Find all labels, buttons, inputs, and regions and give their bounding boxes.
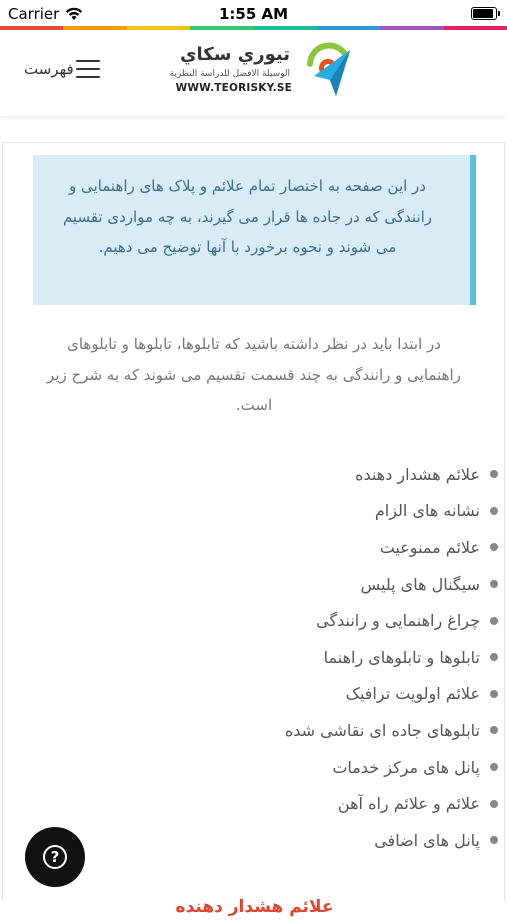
bullet-icon	[490, 580, 498, 588]
bullet-icon	[490, 726, 498, 734]
logo-tagline: الوسيلة الافضل للدراسة النظرية	[169, 69, 290, 79]
battery-icon	[471, 7, 497, 20]
info-callout	[33, 155, 476, 305]
help-button[interactable]	[25, 827, 85, 887]
list-item-label: پانل های اضافی	[374, 830, 480, 850]
list-item-label: نشانه های الزام	[374, 501, 480, 521]
list-item-label: تابلوها و تابلوهای راهنما	[323, 647, 480, 667]
list-item-label: پانل های مرکز خدمات	[332, 757, 480, 777]
logo-title: تيوري سكاي	[180, 44, 290, 65]
list-item	[1, 602, 504, 639]
road-pin-logo-icon	[306, 46, 352, 98]
list-item-label: علائم و علائم راه آهن	[337, 794, 480, 814]
intro-text: در این صفحه به اختصار تمام علائم و پلاک های راهنمایی و رانندگی که در جاده ها قرار می گیرند، به چه مواردی تقسیم می شوند و نحوه برخورد با آنها توضیح می دهیم.	[62, 177, 433, 256]
hamburger-icon	[76, 60, 100, 78]
bullet-icon	[490, 507, 498, 515]
list-item	[1, 749, 504, 786]
intro-paragraph: در ابتدا باید در نظر داشته باشید که تابلوها، تابلوها و تابلوهای راهنمایی و رانندگی به چند قسمت تقسیم می شوند که به شرح زیر است.	[47, 335, 461, 414]
list-item-label: علائم ممنوعیت	[379, 537, 480, 557]
list-item	[1, 529, 504, 566]
bullet-icon	[490, 800, 498, 808]
article-content	[2, 142, 505, 917]
question-icon: ?	[43, 845, 67, 869]
logo-url: WWW.TEORISKY.SE	[175, 82, 292, 94]
menu-button[interactable]	[24, 60, 100, 78]
list-item	[1, 676, 504, 713]
battery-level	[473, 9, 493, 18]
bullet-icon	[490, 653, 498, 661]
bullet-icon	[490, 470, 498, 478]
list-item	[1, 493, 504, 530]
list-item	[1, 712, 504, 749]
list-item-label: علائم هشدار دهنده	[355, 464, 480, 484]
list-item-label: سیگنال های پلیس	[360, 574, 480, 594]
bullet-icon	[490, 690, 498, 698]
list-item	[1, 785, 504, 822]
status-bar	[0, 0, 507, 28]
section-heading: علائم هشدار دهنده	[175, 897, 334, 917]
list-item-label: علائم اولویت ترافیک	[345, 684, 480, 704]
site-logo[interactable]	[160, 44, 352, 104]
bullet-icon	[490, 836, 498, 844]
carrier-label: Carrier	[8, 5, 60, 23]
bullet-icon	[490, 543, 498, 551]
list-item-label: تابلوهای جاده ای نقاشی شده	[284, 720, 480, 740]
bullet-icon	[490, 617, 498, 625]
list-item	[1, 456, 504, 493]
status-time: 1:55 AM	[218, 5, 289, 23]
menu-label: فهرست	[24, 60, 74, 78]
list-item	[1, 566, 504, 603]
app-header	[0, 30, 507, 116]
bullet-icon	[490, 763, 498, 771]
sign-category-list	[1, 456, 504, 859]
list-item-label: چراغ راهنمایی و رانندگی	[316, 611, 480, 631]
list-item	[1, 639, 504, 676]
